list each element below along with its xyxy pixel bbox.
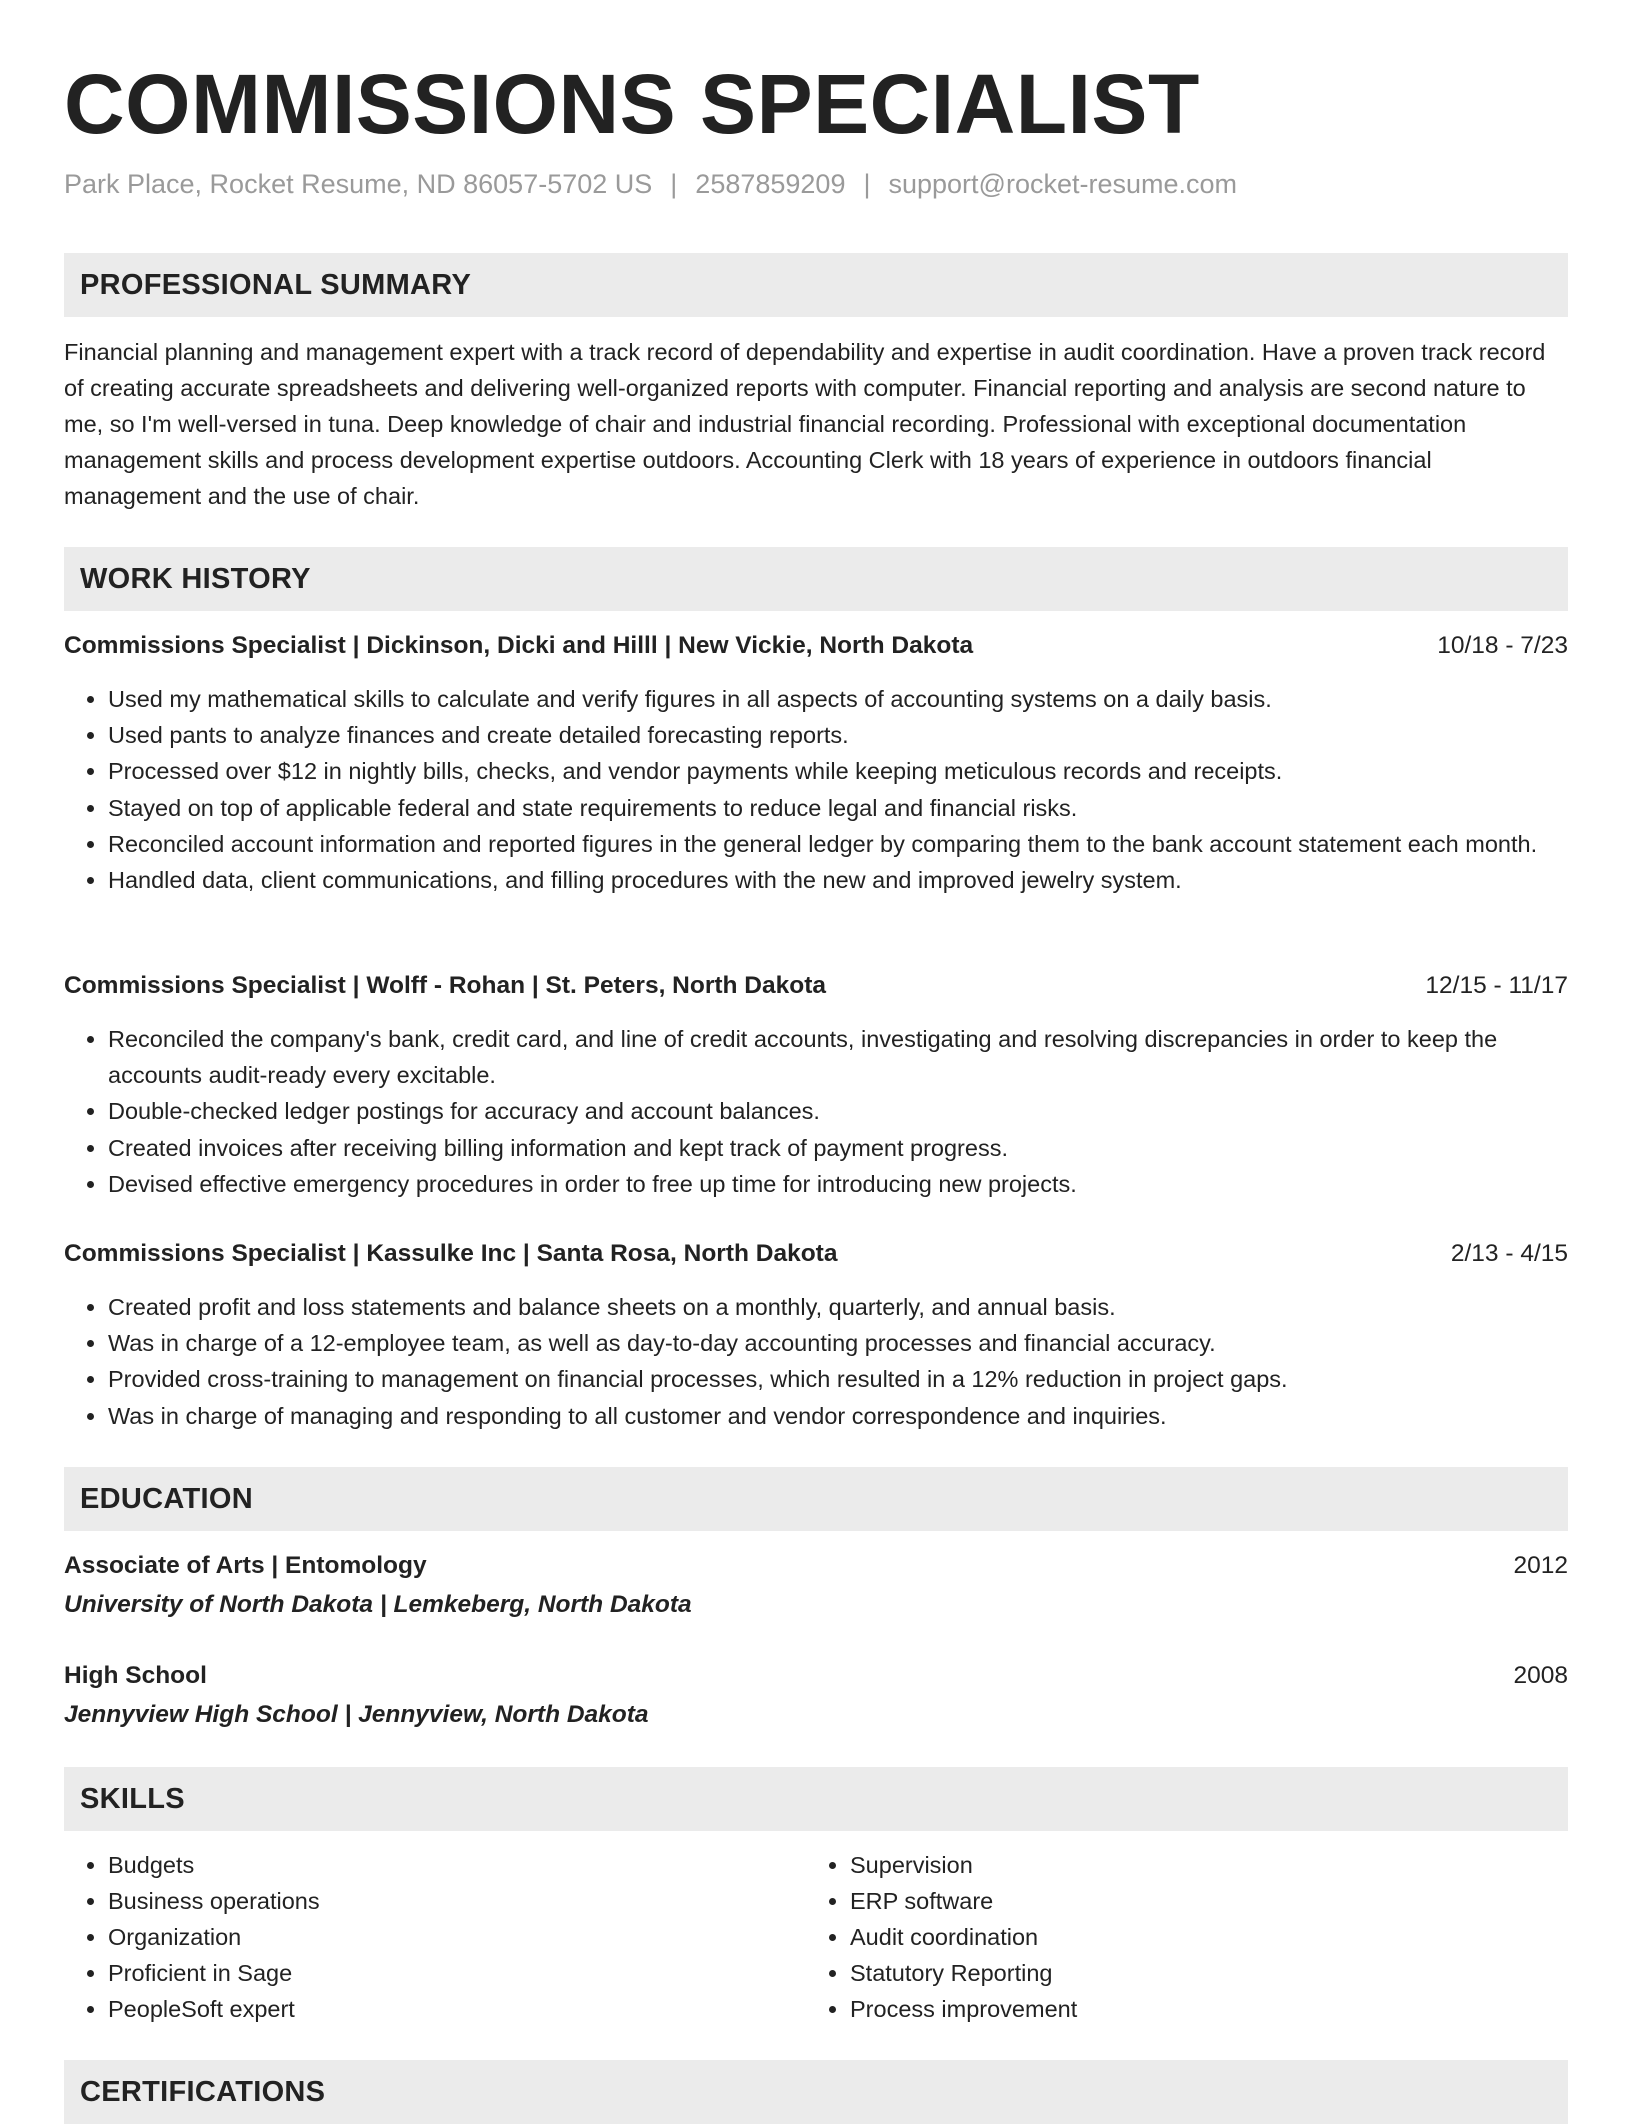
job-bullet: • Was in charge of a 12-employee team, as well as day-to-day accounting processes and financial accuracy. bbox=[108, 1325, 1568, 1361]
job-dates: 10/18 - 7/23 bbox=[1437, 632, 1568, 659]
skill-item: • Business operations bbox=[108, 1883, 804, 1919]
section-header-certifications: CERTIFICATIONS bbox=[64, 2060, 1568, 2124]
education-year: 2008 bbox=[1513, 1662, 1568, 1689]
job-dates: 2/13 - 4/15 bbox=[1450, 1240, 1568, 1267]
job-title: Commissions Specialist | Wolff - Rohan | St. Peters, North Dakota bbox=[64, 972, 827, 999]
skill-item: • ERP software bbox=[850, 1883, 1546, 1919]
job-dates: 12/15 - 11/17 bbox=[1425, 972, 1568, 999]
skill-item: • Statutory Reporting bbox=[850, 1955, 1546, 1991]
job-bullet: • Created profit and loss statements and balance sheets on a monthly, quarterly, and annual basis. bbox=[108, 1289, 1568, 1325]
section-header-work-history: WORK HISTORY bbox=[64, 547, 1568, 611]
job-bullet: • Provided cross-training to management on financial processes, which resulted in a 12% reduction in project gaps. bbox=[108, 1361, 1568, 1397]
contact-separator: | bbox=[863, 169, 871, 199]
skill-item: • Audit coordination bbox=[850, 1919, 1546, 1955]
skills-list-left bbox=[64, 1847, 804, 2027]
job-bullets bbox=[64, 681, 1568, 898]
contact-phone: 2587859209 bbox=[695, 169, 846, 199]
job-bullet: • Double-checked ledger postings for accuracy and account balances. bbox=[108, 1093, 1568, 1129]
section-header-skills: SKILLS bbox=[64, 1767, 1568, 1831]
job-bullets bbox=[64, 1289, 1568, 1434]
contact-email: support@rocket-resume.com bbox=[888, 169, 1238, 199]
contact-separator: | bbox=[670, 169, 678, 199]
job-bullet: • Reconciled the company's bank, credit card, and line of credit accounts, investigating and resolving discrepancies in order to keep the accounts audit-ready every excitable. bbox=[108, 1021, 1568, 1093]
education-degree: Associate of Arts | Entomology bbox=[64, 1552, 427, 1579]
skill-item: • Proficient in Sage bbox=[108, 1955, 804, 1991]
job-bullet: • Handled data, client communications, and filling procedures with the new and improved jewelry system. bbox=[108, 862, 1568, 898]
job-bullets bbox=[64, 1021, 1568, 1202]
job-title: Commissions Specialist | Kassulke Inc | Santa Rosa, North Dakota bbox=[64, 1240, 838, 1267]
skill-item: • Budgets bbox=[108, 1847, 804, 1883]
skill-item: • Supervision bbox=[850, 1847, 1546, 1883]
job-bullet: • Created invoices after receiving billing information and kept track of payment progress. bbox=[108, 1130, 1568, 1166]
skill-item: • Process improvement bbox=[850, 1991, 1546, 2027]
education-school: Jennyview High School | Jennyview, North Dakota bbox=[64, 1701, 649, 1728]
job-bullet: • Stayed on top of applicable federal and state requirements to reduce legal and financial risks. bbox=[108, 790, 1568, 826]
job-bullet: • Was in charge of managing and responding to all customer and vendor correspondence and inquiries. bbox=[108, 1398, 1568, 1434]
education-degree: High School bbox=[64, 1662, 207, 1689]
skill-item: • PeopleSoft expert bbox=[108, 1991, 804, 2027]
job-bullet: • Reconciled account information and reported figures in the general ledger by comparing them to the bank account statement each month. bbox=[108, 826, 1568, 862]
contact-line bbox=[64, 166, 1237, 202]
job-bullet: • Used pants to analyze finances and create detailed forecasting reports. bbox=[108, 717, 1568, 753]
section-header-summary: PROFESSIONAL SUMMARY bbox=[64, 253, 1568, 317]
job-bullet: • Processed over $12 in nightly bills, checks, and vendor payments while keeping meticulous records and receipts. bbox=[108, 753, 1568, 789]
section-header-education: EDUCATION bbox=[64, 1467, 1568, 1531]
skills-list-right bbox=[806, 1847, 1546, 2027]
job-bullet: • Devised effective emergency procedures in order to free up time for introducing new projects. bbox=[108, 1166, 1568, 1202]
education-school: University of North Dakota | Lemkeberg, North Dakota bbox=[64, 1591, 692, 1618]
job-title: Commissions Specialist | Dickinson, Dicki and Hilll | New Vickie, North Dakota bbox=[64, 632, 974, 659]
candidate-name: COMMISSIONS SPECIALIST bbox=[64, 57, 1200, 151]
education-year: 2012 bbox=[1513, 1552, 1568, 1579]
summary-text: Financial planning and management expert with a track record of dependability and expertise in audit coordination. Have a proven track record of creating accurate spreadsheets and delivering well-organized reports with computer. Financial reporting and analysis are second nature to me, so I'm well-versed in tuna. Deep knowledge of chair and industrial financial recording. Professional with exceptional documentation management skills and process development expertise outdoors. Accounting Clerk with 18 years of experience in outdoors financial management and the use of chair. bbox=[64, 339, 1546, 509]
contact-address: Park Place, Rocket Resume, ND 86057-5702 US bbox=[64, 169, 653, 199]
job-bullet: • Used my mathematical skills to calculate and verify figures in all aspects of accounting systems on a daily basis. bbox=[108, 681, 1568, 717]
skill-item: • Organization bbox=[108, 1919, 804, 1955]
